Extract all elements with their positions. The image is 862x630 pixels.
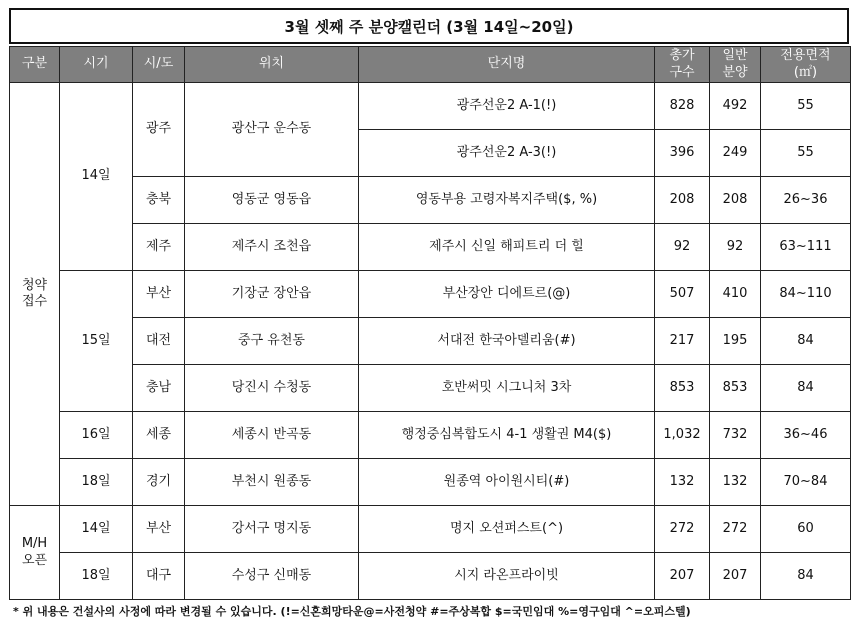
location-cell: 중구 유천동	[185, 318, 359, 365]
date-cell: 14일	[60, 506, 133, 553]
location-cell: 부천시 원종동	[185, 459, 359, 506]
general-supply-cell: 853	[710, 365, 761, 412]
complex-cell: 호반써밋 시그니처 3차	[359, 365, 655, 412]
area-cell: 60	[761, 506, 851, 553]
date-cell: 15일	[60, 271, 133, 412]
table-row	[10, 459, 851, 506]
general-supply-cell: 249	[710, 130, 761, 177]
complex-cell: 행정중심복합도시 4-1 생활권 M4($)	[359, 412, 655, 459]
general-supply-cell: 195	[710, 318, 761, 365]
header-exclusive-area: 전용면적 (㎡)	[761, 47, 851, 83]
total-units-cell: 207	[655, 553, 710, 600]
page-title	[9, 8, 849, 44]
header-total-units: 총가 구수	[655, 47, 710, 83]
table-row	[10, 224, 851, 271]
general-supply-cell: 732	[710, 412, 761, 459]
date-cell: 16일	[60, 412, 133, 459]
total-units-cell: 396	[655, 130, 710, 177]
region-cell: 충북	[133, 177, 185, 224]
location-cell: 당진시 수청동	[185, 365, 359, 412]
total-units-cell: 208	[655, 177, 710, 224]
general-supply-cell: 208	[710, 177, 761, 224]
area-cell: 84~110	[761, 271, 851, 318]
header-complex: 단지명	[359, 47, 655, 83]
general-supply-cell: 272	[710, 506, 761, 553]
date-cell: 18일	[60, 459, 133, 506]
calendar-table	[9, 46, 851, 600]
area-cell: 84	[761, 365, 851, 412]
total-units-cell: 217	[655, 318, 710, 365]
table-row	[10, 365, 851, 412]
table-row	[10, 318, 851, 365]
complex-cell: 명지 오션퍼스트(^)	[359, 506, 655, 553]
group-model-house-open: M/H 오픈	[10, 506, 60, 600]
area-cell: 26~36	[761, 177, 851, 224]
complex-cell: 서대전 한국아델리움(#)	[359, 318, 655, 365]
group-subscription: 청약 접수	[10, 83, 60, 506]
region-cell: 세종	[133, 412, 185, 459]
general-supply-cell: 207	[710, 553, 761, 600]
complex-cell: 부산장안 디에트르(@)	[359, 271, 655, 318]
header-row	[10, 47, 851, 83]
header-location: 위치	[185, 47, 359, 83]
header-general-supply: 일반 분양	[710, 47, 761, 83]
total-units-cell: 272	[655, 506, 710, 553]
area-cell: 63~111	[761, 224, 851, 271]
table-row	[10, 271, 851, 318]
date-cell: 14일	[60, 83, 133, 271]
area-cell: 84	[761, 553, 851, 600]
total-units-cell: 507	[655, 271, 710, 318]
date-cell: 18일	[60, 553, 133, 600]
location-cell: 영동군 영동읍	[185, 177, 359, 224]
region-cell: 대구	[133, 553, 185, 600]
region-cell: 경기	[133, 459, 185, 506]
area-cell: 70~84	[761, 459, 851, 506]
location-cell: 세종시 반곡동	[185, 412, 359, 459]
total-units-cell: 828	[655, 83, 710, 130]
location-cell: 수성구 신매동	[185, 553, 359, 600]
page-title-text: 3월 셋째 주 분양캘린더 (3월 14일~20일)	[284, 17, 574, 36]
complex-cell: 원종역 아이원시티(#)	[359, 459, 655, 506]
complex-cell: 광주선운2 A-1(!)	[359, 83, 655, 130]
header-date: 시기	[60, 47, 133, 83]
complex-cell: 영동부용 고령자복지주택($, %)	[359, 177, 655, 224]
header-category: 구분	[10, 47, 60, 83]
region-cell: 제주	[133, 224, 185, 271]
location-cell: 제주시 조천읍	[185, 224, 359, 271]
general-supply-cell: 492	[710, 83, 761, 130]
area-cell: 84	[761, 318, 851, 365]
complex-cell: 광주선운2 A-3(!)	[359, 130, 655, 177]
location-cell: 기장군 장안읍	[185, 271, 359, 318]
table-row	[10, 553, 851, 600]
table-row	[10, 177, 851, 224]
general-supply-cell: 132	[710, 459, 761, 506]
total-units-cell: 853	[655, 365, 710, 412]
area-cell: 36~46	[761, 412, 851, 459]
total-units-cell: 1,032	[655, 412, 710, 459]
region-cell: 대전	[133, 318, 185, 365]
header-region: 시/도	[133, 47, 185, 83]
complex-cell: 제주시 신일 해피트리 더 힐	[359, 224, 655, 271]
general-supply-cell: 410	[710, 271, 761, 318]
table-row	[10, 83, 851, 130]
location-cell: 광산구 운수동	[185, 83, 359, 177]
area-cell: 55	[761, 83, 851, 130]
footnote: * 위 내용은 건설사의 사정에 따라 변경될 수 있습니다. (!=신혼희망타운@=사전청약 #=주상복합 $=국민임대 %=영구임대 ^=오피스텔)	[13, 605, 691, 618]
total-units-cell: 92	[655, 224, 710, 271]
table-row	[10, 506, 851, 553]
region-cell: 광주	[133, 83, 185, 177]
location-cell: 강서구 명지동	[185, 506, 359, 553]
region-cell: 충남	[133, 365, 185, 412]
general-supply-cell: 92	[710, 224, 761, 271]
total-units-cell: 132	[655, 459, 710, 506]
complex-cell: 시지 라온프라이빗	[359, 553, 655, 600]
table-row	[10, 412, 851, 459]
area-cell: 55	[761, 130, 851, 177]
region-cell: 부산	[133, 271, 185, 318]
region-cell: 부산	[133, 506, 185, 553]
